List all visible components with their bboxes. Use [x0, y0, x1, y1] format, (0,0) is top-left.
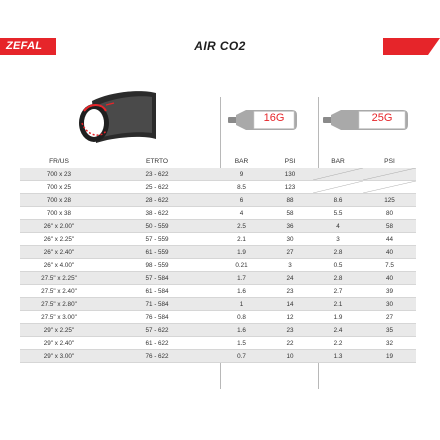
cell-psi-25g: 80: [363, 207, 416, 220]
cell-size: 29" x 2.25": [20, 324, 98, 337]
cell-bar-16g: 1.7: [216, 272, 267, 285]
cell-size: 700 x 28: [20, 194, 98, 207]
table-row: [20, 285, 416, 298]
cell-bar-25g: 2.1: [313, 298, 363, 311]
cell-etrto: 61 - 559: [98, 246, 216, 259]
cell-psi-25g: 40: [363, 272, 416, 285]
table-row: [20, 350, 416, 363]
cell-bar-25g: 1.3: [313, 350, 363, 363]
cell-size: 26" x 2.25": [20, 233, 98, 246]
cell-size: 26" x 2.00": [20, 220, 98, 233]
table-row: [20, 168, 416, 181]
cell-bar-16g: 1.6: [216, 324, 267, 337]
cell-psi-16g: 58: [267, 207, 313, 220]
cell-size: 29" x 3.00": [20, 350, 98, 363]
cell-psi-16g: 14: [267, 298, 313, 311]
cell-bar-25g: [313, 168, 363, 181]
cell-bar-25g: 2.4: [313, 324, 363, 337]
header-psi-16g: PSI: [284, 158, 296, 165]
cell-bar-16g: 4: [216, 207, 267, 220]
cell-psi-25g: 27: [363, 311, 416, 324]
page-title: AIR CO2: [194, 39, 246, 53]
table-row: [20, 298, 416, 311]
header-bar-16g: BAR: [234, 158, 249, 165]
cell-psi-16g: 22: [267, 337, 313, 350]
cell-bar-25g: 2.8: [313, 272, 363, 285]
table-row: [20, 220, 416, 233]
cell-etrto: 61 - 584: [98, 285, 216, 298]
table-row: [20, 246, 416, 259]
cell-psi-25g: 19: [363, 350, 416, 363]
cell-psi-16g: 130: [267, 168, 313, 181]
cell-bar-16g: 1.6: [216, 285, 267, 298]
cell-size: 27.5" x 2.80": [20, 298, 98, 311]
cell-psi-16g: 24: [267, 272, 313, 285]
cell-etrto: 50 - 559: [98, 220, 216, 233]
cell-bar-25g: 4: [313, 220, 363, 233]
cell-size: 29" x 2.40": [20, 337, 98, 350]
cell-etrto: 57 - 559: [98, 233, 216, 246]
cell-bar-25g: 1.9: [313, 311, 363, 324]
cell-psi-16g: 23: [267, 324, 313, 337]
cartridge-16g-label: 16G: [263, 112, 285, 124]
cell-bar-16g: 9: [216, 168, 267, 181]
cell-bar-25g: 3: [313, 233, 363, 246]
cell-size: 27.5" x 2.40": [20, 285, 98, 298]
cell-size: 27.5" x 2.25": [20, 272, 98, 285]
table-header-row: [20, 155, 416, 168]
cell-bar-16g: 8.5: [216, 181, 267, 194]
table-row: [20, 207, 416, 220]
cell-bar-16g: 2.5: [216, 220, 267, 233]
cell-psi-25g: [363, 181, 416, 194]
table-row: [20, 272, 416, 285]
cell-etrto: 38 - 622: [98, 207, 216, 220]
header-psi-25g: PSI: [384, 158, 395, 165]
cell-psi-16g: 27: [267, 246, 313, 259]
cell-psi-16g: 10: [267, 350, 313, 363]
pressure-table: [20, 155, 416, 363]
cell-size: 26" x 4.00": [20, 259, 98, 272]
cell-etrto: 57 - 622: [98, 324, 216, 337]
cell-bar-16g: 0.7: [216, 350, 267, 363]
cartridge-25g-label: 25G: [371, 112, 393, 124]
table-row: [20, 233, 416, 246]
cell-psi-25g: 39: [363, 285, 416, 298]
cell-etrto: 25 - 622: [98, 181, 216, 194]
cell-psi-25g: 44: [363, 233, 416, 246]
cell-etrto: 28 - 622: [98, 194, 216, 207]
cell-psi-16g: 12: [267, 311, 313, 324]
cell-bar-16g: 0.21: [216, 259, 267, 272]
cell-bar-25g: 0.5: [313, 259, 363, 272]
cell-etrto: 61 - 622: [98, 337, 216, 350]
cell-size: 700 x 25: [20, 181, 98, 194]
cell-size: 700 x 23: [20, 168, 98, 181]
table-row: [20, 194, 416, 207]
cell-size: 27.5" x 3.00": [20, 311, 98, 324]
cell-bar-16g: 1: [216, 298, 267, 311]
cell-etrto: 23 - 622: [98, 168, 216, 181]
cell-bar-16g: 6: [216, 194, 267, 207]
cell-bar-25g: 2.8: [313, 246, 363, 259]
cell-psi-25g: [363, 168, 416, 181]
cell-psi-16g: 3: [267, 259, 313, 272]
cell-size: 700 x 38: [20, 207, 98, 220]
cell-psi-25g: 32: [363, 337, 416, 350]
cell-psi-16g: 30: [267, 233, 313, 246]
cell-bar-25g: [313, 181, 363, 194]
cell-bar-16g: 1.5: [216, 337, 267, 350]
header-fr-us: FR/US: [49, 158, 69, 165]
cell-etrto: 98 - 559: [98, 259, 216, 272]
cell-psi-25g: 40: [363, 246, 416, 259]
table-row: [20, 324, 416, 337]
table-row: [20, 181, 416, 194]
cell-etrto: 57 - 584: [98, 272, 216, 285]
cell-etrto: 76 - 622: [98, 350, 216, 363]
cell-bar-25g: 8.6: [313, 194, 363, 207]
cell-psi-16g: 123: [267, 181, 313, 194]
cell-psi-25g: 125: [363, 194, 416, 207]
header-etrto: ETRTO: [145, 158, 169, 165]
cell-bar-25g: 5.5: [313, 207, 363, 220]
cell-bar-25g: 2.2: [313, 337, 363, 350]
cell-psi-16g: 36: [267, 220, 313, 233]
cell-psi-25g: 30: [363, 298, 416, 311]
cell-psi-16g: 23: [267, 285, 313, 298]
cell-bar-25g: 2.7: [313, 285, 363, 298]
cell-etrto: 71 - 584: [98, 298, 216, 311]
table-row: [20, 337, 416, 350]
cell-psi-25g: 58: [363, 220, 416, 233]
brand-logo: ZEFAL: [0, 38, 56, 55]
table-row: [20, 311, 416, 324]
cell-bar-16g: 1.9: [216, 246, 267, 259]
cell-psi-16g: 88: [267, 194, 313, 207]
cell-psi-25g: 35: [363, 324, 416, 337]
cell-psi-25g: 7.5: [363, 259, 416, 272]
cell-etrto: 76 - 584: [98, 311, 216, 324]
cell-size: 26" x 2.40": [20, 246, 98, 259]
cell-bar-16g: 2.1: [216, 233, 267, 246]
header-bar-25g: BAR: [331, 158, 345, 165]
cell-bar-16g: 0.8: [216, 311, 267, 324]
tire-illustration-icon: [72, 83, 162, 153]
table-row: [20, 259, 416, 272]
